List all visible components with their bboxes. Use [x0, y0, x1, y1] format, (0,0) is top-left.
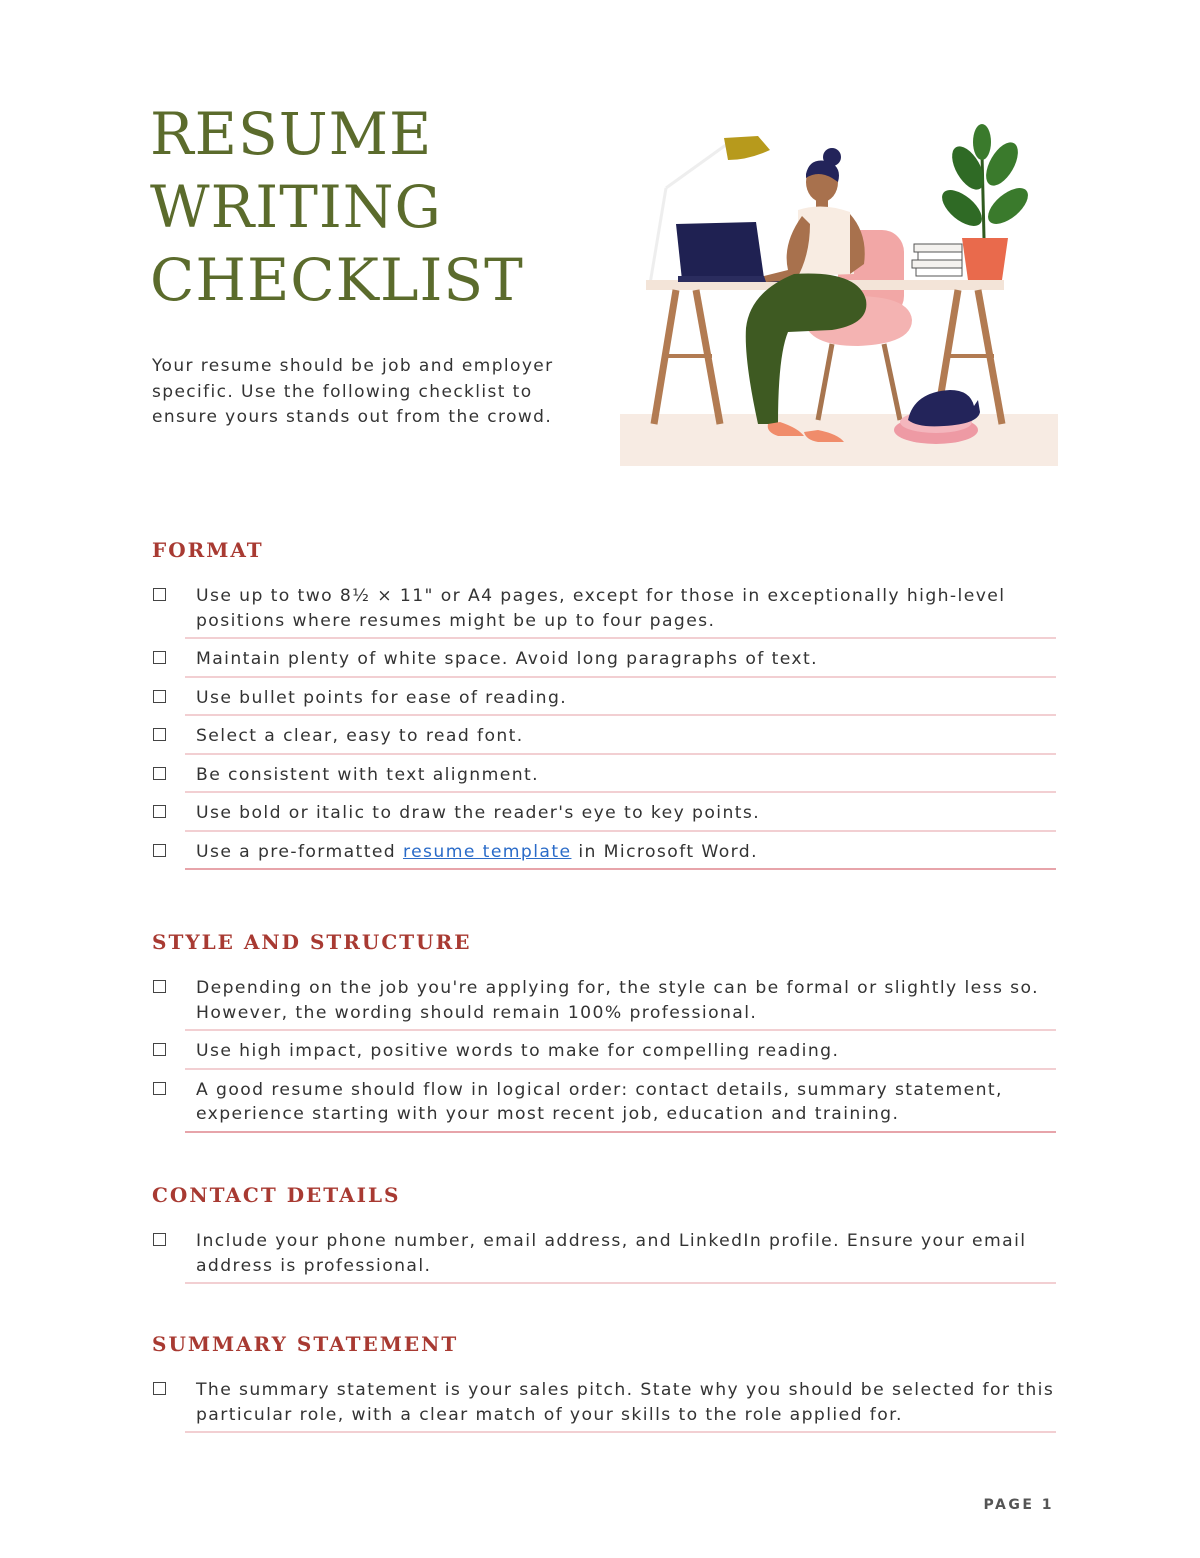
- list-item: [152, 1370, 1056, 1433]
- resume-template-link[interactable]: resume template: [402, 841, 572, 862]
- item-text: Depending on the job you're applying for, the style can be formal or slightly less so. However, the wording should remain 100% professional.: [196, 978, 1040, 1023]
- item-text: Use high impact, positive words to make for compelling reading.: [196, 1041, 840, 1061]
- checkbox[interactable]: [153, 588, 166, 601]
- title-line-3: CHECKLIST: [150, 246, 524, 314]
- item-text-suffix: in Microsoft Word.: [571, 841, 758, 862]
- list-item: [152, 832, 1056, 871]
- section-heading-summary-statement: SUMMARY STATEMENT: [152, 1332, 459, 1356]
- document-title: [150, 98, 524, 317]
- woman-at-desk-illustration: [618, 124, 1060, 468]
- intro-paragraph: Your resume should be job and employer specific. Use the following checklist to ensure yours stands out from the crowd.: [152, 356, 554, 427]
- list-item: [152, 1031, 1056, 1070]
- checkbox[interactable]: [153, 1082, 166, 1095]
- item-text: Use bullet points for ease of reading.: [196, 687, 568, 708]
- checkbox[interactable]: [153, 690, 166, 703]
- contact-checklist: [152, 1221, 1056, 1284]
- list-item: [152, 639, 1056, 678]
- list-item: [152, 1070, 1056, 1133]
- list-item: [152, 678, 1056, 717]
- section-heading-style-and-structure: STYLE AND STRUCTURE: [152, 930, 472, 954]
- checkbox[interactable]: [153, 844, 166, 857]
- list-item: [152, 716, 1056, 755]
- page-number: PAGE 1: [983, 1497, 1054, 1513]
- item-text: Use up to two 8½ × 11" or A4 pages, except for those in exceptionally high-level positions where resumes might be up to four pages.: [196, 586, 1006, 631]
- item-text: Use bold or italic to draw the reader's eye to key points.: [196, 803, 761, 823]
- item-text-prefix: Use a pre-formatted: [196, 841, 403, 862]
- item-text: Include your phone number, email address, and LinkedIn profile. Ensure your email address is professional.: [196, 1231, 1027, 1276]
- item-text: Maintain plenty of white space. Avoid long paragraphs of text.: [196, 649, 818, 669]
- checkbox[interactable]: [153, 980, 166, 993]
- checkbox[interactable]: [153, 651, 166, 664]
- format-checklist: [152, 576, 1056, 870]
- item-text: The summary statement is your sales pitch. State why you should be selected for this particular role, with a clear match of your skills to the role applied for.: [196, 1380, 1055, 1425]
- checkbox[interactable]: [153, 1043, 166, 1056]
- style-checklist: [152, 968, 1056, 1133]
- list-item: [152, 755, 1056, 794]
- checkbox[interactable]: [153, 1233, 166, 1246]
- title-line-2: WRITING: [150, 173, 442, 241]
- list-item: [152, 576, 1056, 639]
- item-text: A good resume should flow in logical order: contact details, summary statement, experience starting with your most recent job, education and training.: [196, 1079, 1003, 1124]
- list-item: [152, 1221, 1056, 1284]
- title-line-1: RESUME: [150, 100, 433, 168]
- checkbox[interactable]: [153, 728, 166, 741]
- checkbox[interactable]: [153, 805, 166, 818]
- section-heading-contact-details: CONTACT DETAILS: [152, 1183, 401, 1207]
- list-item: [152, 793, 1056, 832]
- checkbox[interactable]: [153, 767, 166, 780]
- list-item: [152, 968, 1056, 1031]
- item-text: Be consistent with text alignment.: [196, 764, 539, 785]
- summary-checklist: [152, 1370, 1056, 1433]
- item-text: Select a clear, easy to read font.: [196, 726, 524, 746]
- section-heading-format: FORMAT: [152, 538, 264, 562]
- checkbox[interactable]: [153, 1382, 166, 1395]
